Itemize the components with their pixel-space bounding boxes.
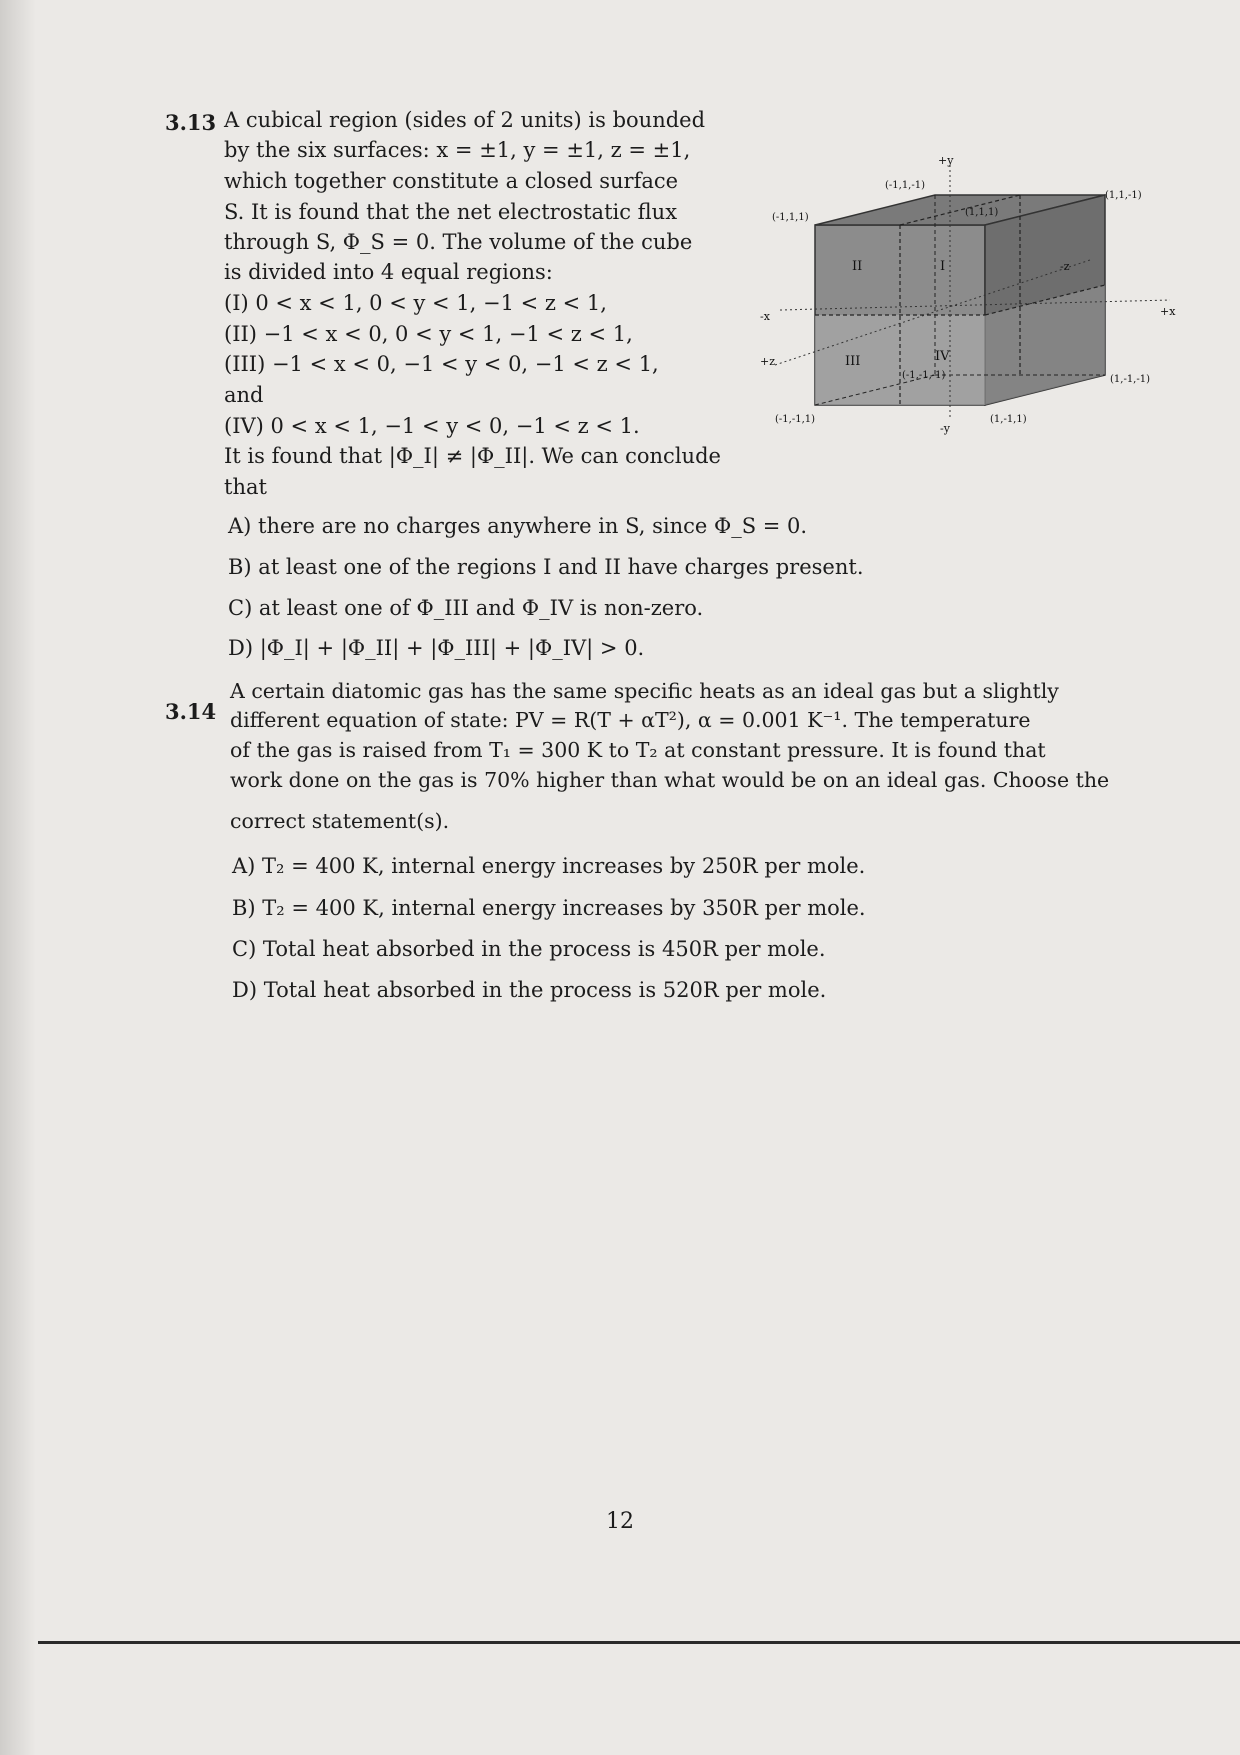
bottom-rule xyxy=(38,1641,1240,1644)
corner-label: (-1,-1,-1) xyxy=(902,370,946,381)
region-label-i: I xyxy=(940,259,946,274)
option-a: A) T₂ = 400 K, internal energy increases by 250R per mole. xyxy=(232,854,866,878)
corner-label: (1,-1,1) xyxy=(990,414,1027,425)
region-definition: (IV) 0 < x < 1, −1 < y < 0, −1 < z < 1. xyxy=(224,414,640,438)
axis-label-plus-x: +x xyxy=(1160,305,1176,318)
question-text-line: that xyxy=(224,475,267,499)
axis-label-minus-y: -y xyxy=(940,422,950,435)
corner-label: (-1,1,-1) xyxy=(885,180,926,191)
corner-label: (1,1,1) xyxy=(965,207,999,218)
corner-label: (1,-1,-1) xyxy=(1110,374,1151,385)
axis-label-minus-z: -z xyxy=(1060,260,1070,273)
question-number: 3.13 xyxy=(165,110,217,135)
cube-figure xyxy=(760,150,1180,440)
axis-label-plus-z: +z xyxy=(760,355,776,368)
question-text-line: S. It is found that the net electrostatic flux xyxy=(224,200,678,224)
question-text-line: by the six surfaces: x = ±1, y = ±1, z = ±1, xyxy=(224,138,691,162)
question-text-line: which together constitute a closed surface xyxy=(224,169,679,193)
option-a: A) there are no charges anywhere in S, since Φ_S = 0. xyxy=(228,514,808,538)
option-d: D) |Φ_I| + |Φ_II| + |Φ_III| + |Φ_IV| > 0. xyxy=(228,636,645,660)
question-text-line: It is found that |Φ_I| ≠ |Φ_II|. We can conclude xyxy=(224,444,721,468)
option-b: B) at least one of the regions I and II have charges present. xyxy=(228,555,864,579)
region-definition: (I) 0 < x < 1, 0 < y < 1, −1 < z < 1, xyxy=(224,291,607,315)
page-number: 12 xyxy=(606,1509,634,1534)
option-c: C) at least one of Φ_III and Φ_IV is non-zero. xyxy=(228,596,704,620)
region-definition: (III) −1 < x < 0, −1 < y < 0, −1 < z < 1, xyxy=(224,352,659,376)
question-number: 3.14 xyxy=(165,699,217,724)
question-text-line: different equation of state: PV = R(T + αT²), α = 0.001 K⁻¹. The temperature xyxy=(230,708,1031,732)
question-text-line: A certain diatomic gas has the same specific heats as an ideal gas but a slightly xyxy=(230,679,1059,703)
corner-label: (-1,1,1) xyxy=(772,212,809,223)
question-text-line: A cubical region (sides of 2 units) is bounded xyxy=(224,108,706,132)
region-label-iii: III xyxy=(845,354,861,369)
question-text-line: is divided into 4 equal regions: xyxy=(224,260,553,284)
option-d: D) Total heat absorbed in the process is 520R per mole. xyxy=(232,978,827,1002)
option-b: B) T₂ = 400 K, internal energy increases by 350R per mole. xyxy=(232,896,866,920)
region-definition: (II) −1 < x < 0, 0 < y < 1, −1 < z < 1, xyxy=(224,322,633,346)
region-label-iv: IV xyxy=(935,349,950,364)
question-text-line: and xyxy=(224,383,264,407)
question-text-line: work done on the gas is 70% higher than what would be on an ideal gas. Choose the xyxy=(230,768,1110,792)
question-text-line: of the gas is raised from T₁ = 300 K to T₂ at constant pressure. It is found that xyxy=(230,738,1046,762)
axis-label-minus-x: -x xyxy=(760,310,770,323)
question-text-line: correct statement(s). xyxy=(230,809,450,833)
corner-label: (1,1,-1) xyxy=(1105,190,1142,201)
region-label-ii: II xyxy=(852,259,863,274)
question-text-line: through S, Φ_S = 0. The volume of the cube xyxy=(224,230,693,254)
option-c: C) Total heat absorbed in the process is 450R per mole. xyxy=(232,937,826,961)
axis-label-plus-y: +y xyxy=(938,154,954,167)
corner-label: (-1,-1,1) xyxy=(775,414,816,425)
